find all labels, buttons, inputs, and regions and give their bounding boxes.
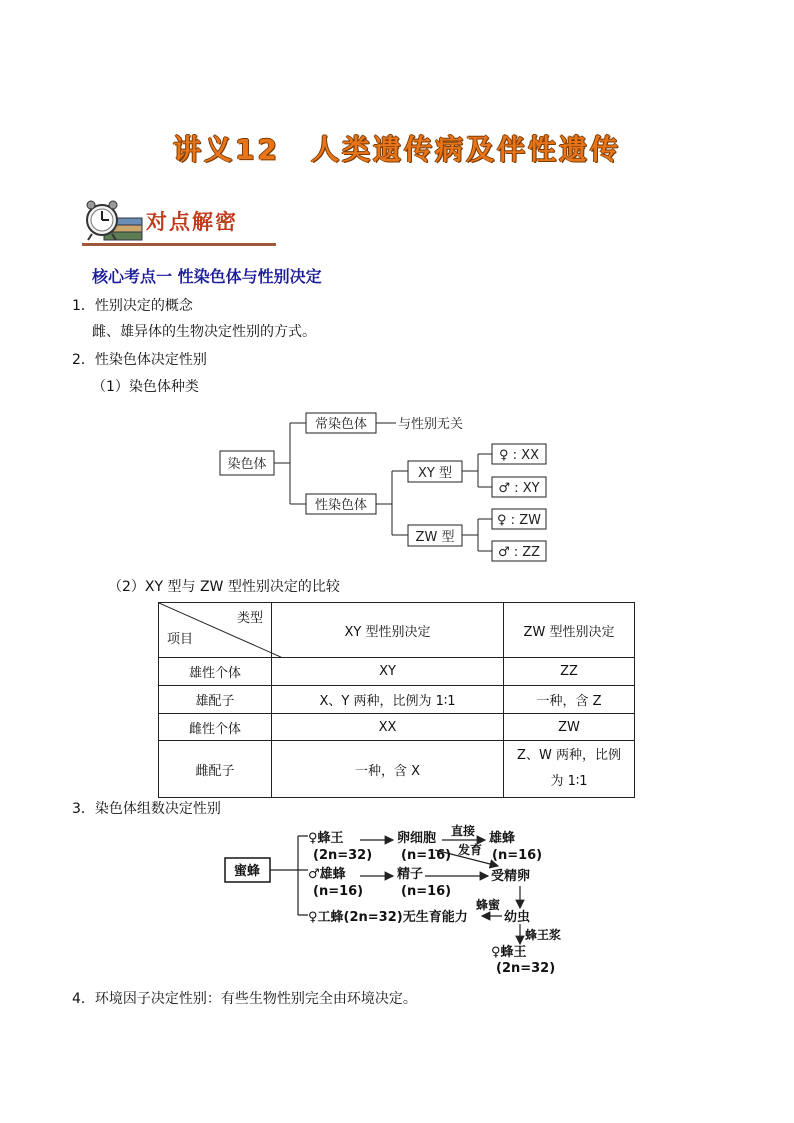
royal-jelly-label: 蜂王浆 [525,928,562,942]
corner-top-label: 类型 [236,611,263,626]
bee-sex-determination-diagram [220,818,580,978]
item-1: 1．性别决定的概念 [72,298,193,314]
section-badge-label: 对点解密 [146,210,238,234]
page-title: 讲义12 人类遗传病及伴性遗传 [173,133,621,166]
item-4: 4．环境因子决定性别：有些生物性别完全由环境决定。 [72,991,417,1007]
cell-xy: XX [272,714,504,741]
sexchrom-label: 性染色体 [314,498,368,513]
cell-zw-line1: Z、W 两种，比例 [517,748,621,763]
drone-n: (n=16) [313,884,364,899]
xy-female-label: ♀ : XX [499,448,539,463]
key-point-heading: 核心考点一 性染色体与性别决定 [92,267,322,286]
cell-zw [504,741,635,798]
cell-zw: ZZ [504,658,635,686]
egg-label: 卵细胞 [397,831,437,846]
item-2-sub2: （2）XY 型与 ZW 型性别决定的比较 [108,579,340,595]
worker-label: ♀工蜂(2n=32)无生育能力 [308,910,468,925]
clock-books-icon [82,196,144,244]
root-label: 染色体 [227,457,267,472]
queen2-label: ♀蜂王 [491,945,527,960]
row-label: 雌性个体 [159,714,272,741]
egg-n: (n=16) [401,848,452,863]
table-row [159,714,635,741]
cell-zw-line2: 为 1∶1 [550,774,588,789]
honey-label: 蜂蜜 [476,898,501,912]
queen-n: (2n=32) [313,848,373,863]
item-2: 2．性染色体决定性别 [72,352,207,368]
queen2-n: (2n=32) [496,961,556,976]
table-row [159,658,635,686]
sperm-n: (n=16) [401,884,452,899]
direct-label: 直接 [451,824,476,838]
larva-label: 幼虫 [504,910,531,925]
zw-label: ZW 型 [415,530,455,545]
table-row [159,741,635,798]
row-label: 雄性个体 [159,658,272,686]
row-label: 雌配子 [159,741,272,798]
section-badge [82,196,278,248]
autosome-label: 常染色体 [314,417,368,432]
bee-label: 蜜蜂 [233,864,261,879]
cell-xy: X、Y 两种，比例为 1∶1 [272,686,504,714]
item-2-sub1: （1）染色体种类 [92,379,199,395]
xy-label: XY 型 [418,466,452,481]
cell-zw: ZW [504,714,635,741]
develop-label: 发育 [458,843,483,857]
zw-male-label: ♂ : ZZ [497,545,541,560]
corner-bottom-label: 项目 [167,632,194,647]
sperm-label: 精子 [397,867,424,882]
drone-out-label: 雄蜂 [489,831,516,846]
queen-label: ♀蜂王 [308,831,344,846]
zygote-label: 受精卵 [491,869,531,884]
chromosome-classification-diagram [200,403,570,565]
zw-female-label: ♀ : ZW [497,513,541,528]
row-label: 雄配子 [159,686,272,714]
cell-xy: XY [272,658,504,686]
drone-out-n: (n=16) [492,848,543,863]
cell-zw: 一种，含 Z [504,686,635,714]
item-1-body: 雌、雄异体的生物决定性别的方式。 [92,324,316,340]
table-corner [159,603,272,658]
autosome-note: 与性别无关 [398,417,464,432]
comparison-table [158,602,635,798]
cell-xy: 一种，含 X [272,741,504,798]
drone-label: ♂雄蜂 [308,867,346,882]
col-header-xy: XY 型性别决定 [272,603,504,658]
section-underline [82,243,276,246]
col-header-zw: ZW 型性别决定 [504,603,635,658]
item-3: 3．染色体组数决定性别 [72,801,221,817]
table-row [159,686,635,714]
xy-male-label: ♂ : XY [498,481,540,496]
